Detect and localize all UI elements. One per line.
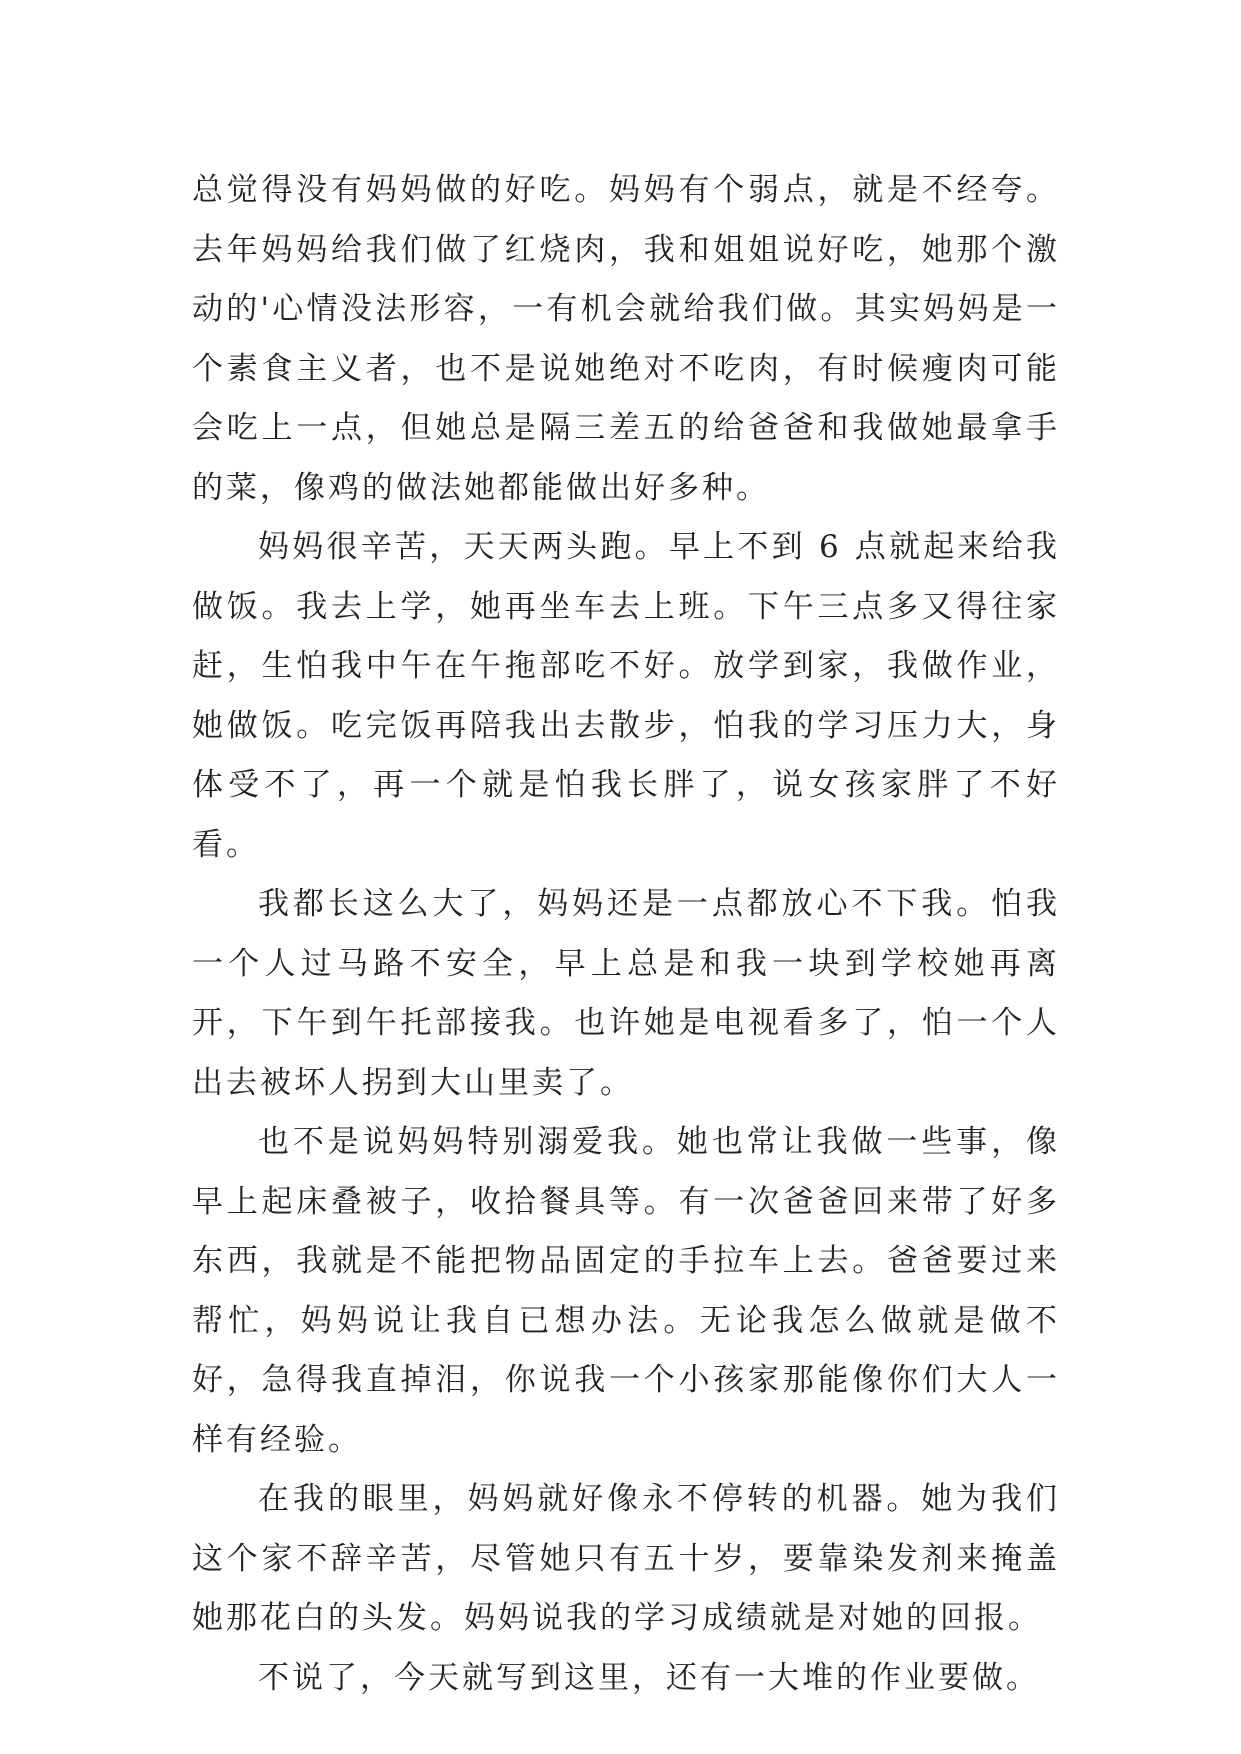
- paragraph-2: 妈妈很辛苦，天天两头跑。早上不到 6 点就起来给我做饭。我去上学，她再坐车去上班。下午三点多又得往家赶，生怕我中午在午拖部吃不好。放学到家，我做作业，她做饭。吃完饭再陪我出去散步，怕我的学习压力大，身体受不了，再一个就是怕我长胖了，说女孩家胖了不好看。: [192, 529, 1060, 863]
- paragraph-3: 我都长这么大了，妈妈还是一点都放心不下我。怕我一个人过马路不安全，早上总是和我一块到学校她再离开，下午到午托部接我。也许她是电视看多了，怕一个人出去被坏人拐到大山里卖了。: [192, 886, 1060, 1101]
- paragraph-4: 也不是说妈妈特别溺爱我。她也常让我做一些事，像早上起床叠被子，收拾餐具等。有一次爸爸回来带了好多东西，我就是不能把物品固定的手拉车上去。爸爸要过来帮忙，妈妈说让我自已想办法。无论我怎么做就是做不好，急得我直掉泪，你说我一个小孩家那能像你们大人一样有经验。: [192, 1124, 1060, 1458]
- document-body: [192, 161, 1060, 1708]
- paragraph-6: 不说了，今天就写到这里，还有一大堆的作业要做。: [258, 1659, 1040, 1696]
- paragraph-5: 在我的眼里，妈妈就好像永不停转的机器。她为我们这个家不辞辛苦，尽管她只有五十岁，要靠染发剂来掩盖她那花白的头发。妈妈说我的学习成绩就是对她的回报。: [192, 1481, 1060, 1636]
- paragraph-1: 总觉得没有妈妈做的好吃。妈妈有个弱点，就是不经夸。去年妈妈给我们做了红烧肉，我和姐姐说好吃，她那个激动的'心情没法形容，一有机会就给我们做。其实妈妈是一个素食主义者，也不是说她绝对不吃肉，有时候瘦肉可能会吃上一点，但她总是隔三差五的给爸爸和我做她最拿手的菜，像鸡的做法她都能做出好多种。: [192, 172, 1060, 506]
